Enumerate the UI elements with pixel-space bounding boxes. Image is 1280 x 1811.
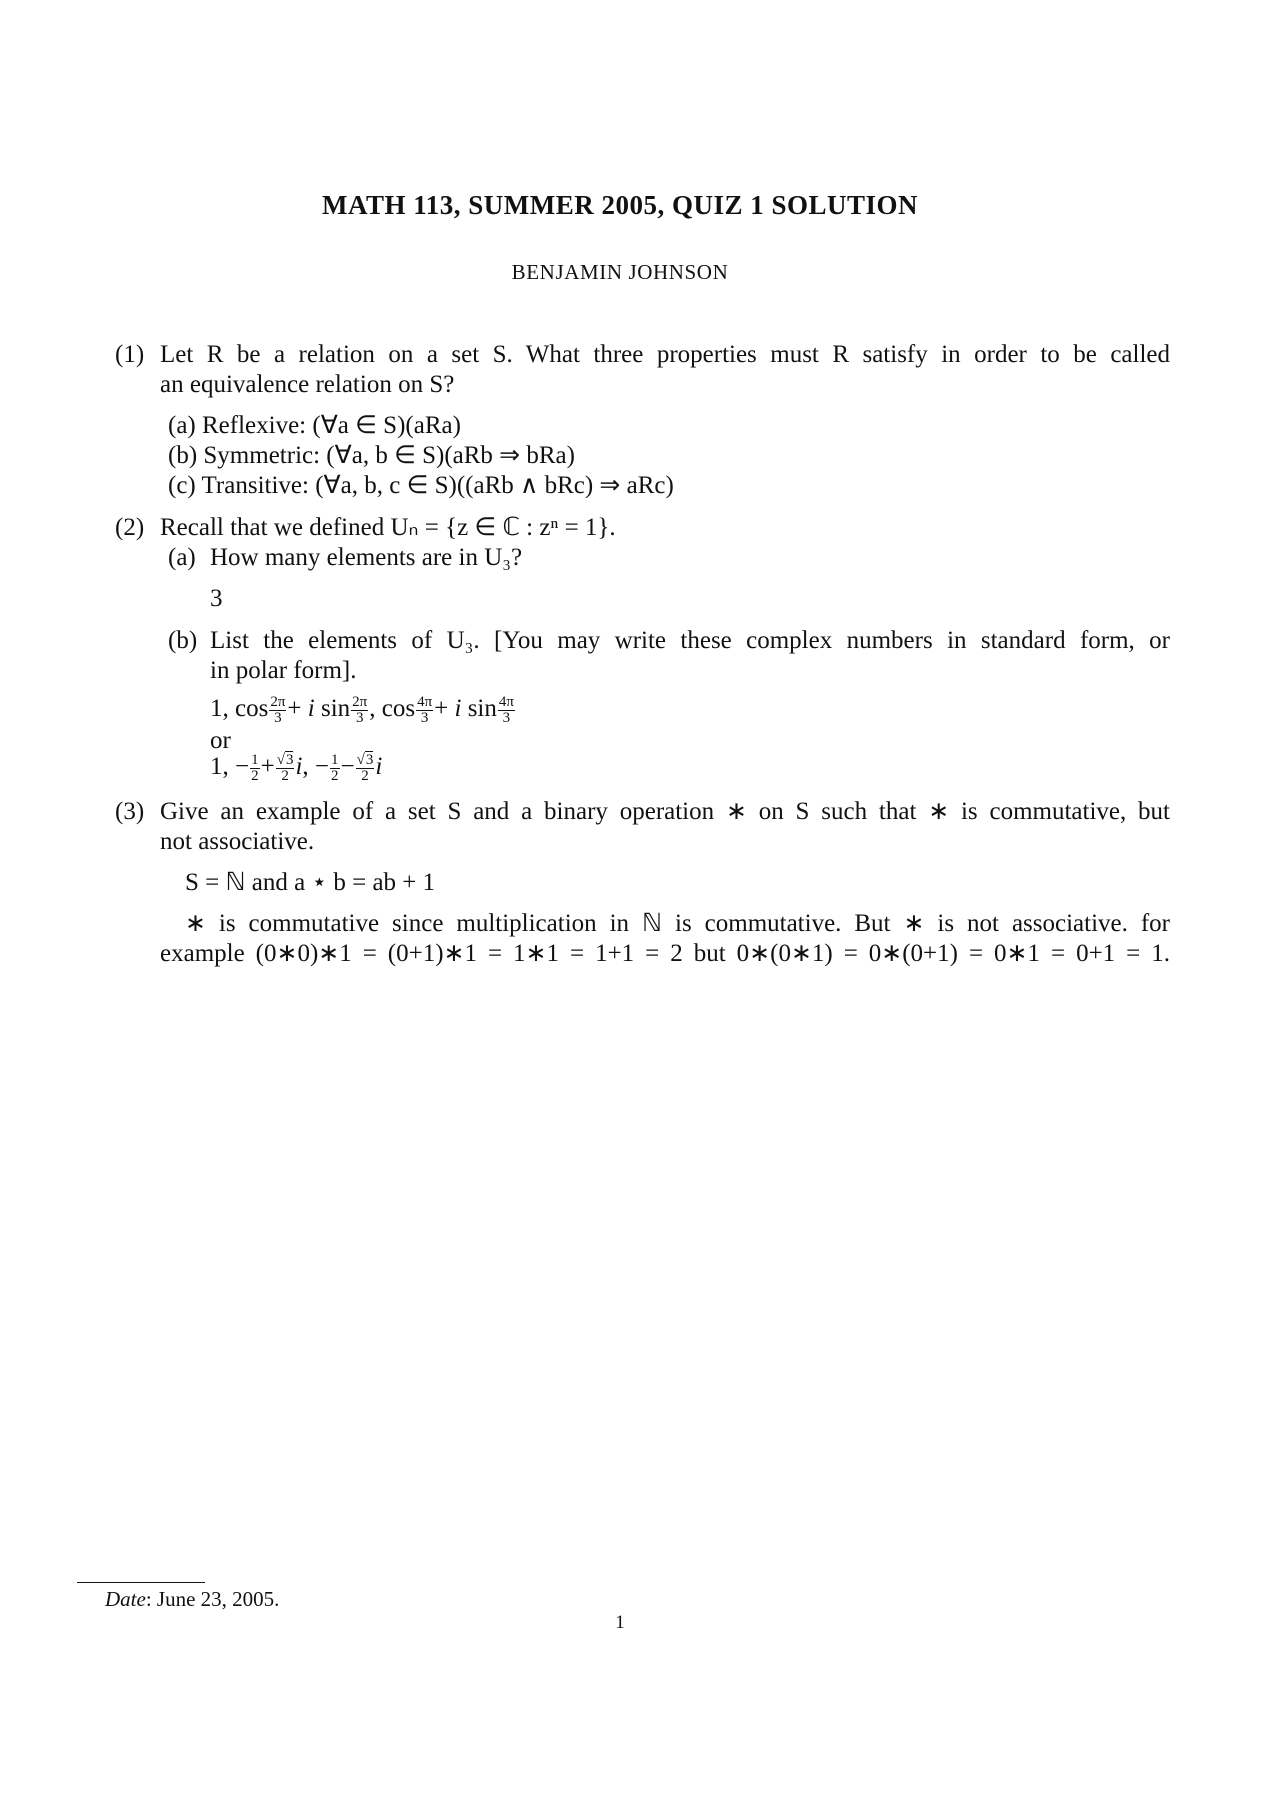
q2b-text-line2: in polar form]. <box>210 657 357 684</box>
page-number: 1 <box>615 1612 625 1633</box>
q3-text-line1: Give an example of a set S and a binary operation ∗ on S such that ∗ is commutative, but <box>160 798 1170 825</box>
q1-number: (1) <box>115 341 145 368</box>
q2b-text-line1: List the elements of U₃. [You may write these complex numbers in standard form, or <box>210 627 1170 654</box>
page-title: MATH 113, SUMMER 2005, QUIZ 1 SOLUTION <box>321 190 919 220</box>
q2a-text: How many elements are in U₃? <box>210 544 523 571</box>
q1-transitive: (c) Transitive: (∀a, b, c ∈ S)((aRb ∧ bRc) ⇒ aRc) <box>168 472 674 499</box>
q3-explanation-line1: ∗ is commutative since multiplication in ℕ is commutative. But ∗ is not associative. for <box>185 910 1170 937</box>
q1-symmetric: (b) Symmetric: (∀a, b ∈ S)(aRb ⇒ bRa) <box>168 442 575 469</box>
q3-explanation-line2: example (0∗0)∗1 = (0+1)∗1 = 1∗1 = 1+1 = 2 but 0∗(0∗1) = 0∗(0+1) = 0∗1 = 0+1 = 1. <box>160 940 1170 967</box>
q2b-or: or <box>210 727 231 754</box>
q3-text-line2: not associative. <box>160 828 315 855</box>
date-value: : June 23, 2005. <box>145 1587 280 1611</box>
q2b-polar-form: 1, cos $\frac{2\pi}{3}$ + i sin $\frac{2\pi}{3}$ , cos $\frac{4\pi}{3}$ + i sin $\frac{4\pi}{3}$ <box>210 693 514 726</box>
q2b-standard-form: 1, − $\frac{1}{2}$ + $\frac{√3}{2}$ i, − $\frac{1}{2}$ − $\frac{√3}{2}$ i <box>210 751 383 784</box>
q2a-label: (a) <box>168 544 196 571</box>
date-label: Date <box>105 1587 146 1611</box>
q3-answer: S = ℕ and a ⋆ b = ab + 1 <box>185 869 436 896</box>
q2b-label: (b) <box>168 627 198 654</box>
footnote-date <box>105 1587 279 1612</box>
q1-reflexive: (a) Reflexive: (∀a ∈ S)(aRa) <box>168 412 461 439</box>
q2-number: (2) <box>115 514 145 541</box>
q2a-answer: 3 <box>210 585 223 612</box>
q1-text-line1: Let R be a relation on a set S. What three properties must R satisfy in order to be called <box>160 341 1170 368</box>
q1-text-line2: an equivalence relation on S? <box>160 371 455 398</box>
footnote-rule <box>77 1582 205 1583</box>
q2-text: Recall that we defined Uₙ = {z ∈ ℂ : zⁿ = 1}. <box>160 514 616 541</box>
q3-number: (3) <box>115 798 145 825</box>
author: BENJAMIN JOHNSON <box>511 260 729 284</box>
